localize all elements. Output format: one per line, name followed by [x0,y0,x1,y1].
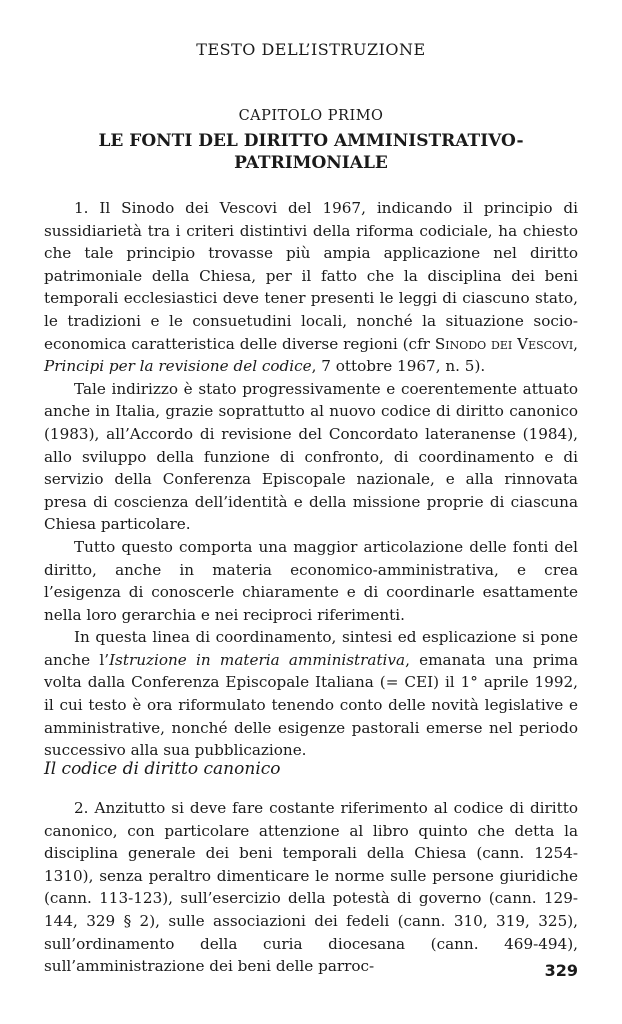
paragraph-4-text: In questa linea di coordinamento, sintesi ed esplicazione si pone anche l’ [44,628,578,669]
section-heading: Il codice di diritto canonico [44,759,281,779]
chapter-label: CAPITOLO PRIMO [238,108,384,124]
document-page [44,0,578,1024]
paragraph-1-end: , 7 ottobre 1967, n. 5). [311,357,486,376]
running-head: TESTO DELL’ISTRUZIONE [196,40,426,59]
body-text-section-2 [44,797,578,978]
paragraph-2: Tale indirizzo è stato progressivamente e coerentemente attuato anche in Italia, grazie soprattutto al nuovo codice di diritto canonico (1983), all’Accordo di revisione del Concordato lateranense (1984), allo sviluppo della funzione di confronto, di coordinamento e di servizio della Conferenza Episcopale nazionale, e alla rinnovata presa di coscienza dell’identità e della missione proprie di ciascuna Chiesa particolare. [44,379,578,534]
page-number: 329 [544,961,578,980]
paragraph-1-sep: , [573,334,578,353]
citation-source: Sinodo dei Vescovi [434,334,574,353]
chapter-title-line2: PATRIMONIALE [234,153,388,173]
chapter-title-line1: LE FONTI DEL DIRITTO AMMINISTRATIVO- [98,131,524,151]
body-text-section-1 [44,197,578,762]
citation-title: Principi per la revisione del codice [44,357,312,376]
paragraph-1 [44,197,578,378]
paragraph-1-text: 1. Il Sinodo dei Vescovi del 1967, indicando il principio di sussidiarietà tra i criteri distintivi della riforma codiciale, ha chiesto che tale principio trovasse più ampia applicazione nel diritto patrimoniale della Chiesa, per il fatto che la disciplina dei beni temporali ecclesiastici deve tener presenti le leggi di ciascuno stato, le tradizioni e le consuetudini locali, nonché la situazione socio-economica caratteristica delle diverse regioni (cfr [44,199,578,353]
chapter-title [44,130,578,174]
paragraph-4 [44,626,578,762]
paragraph-5: 2. Anzitutto si deve fare costante riferimento al codice di diritto canonico, con particolare attenzione al libro quinto che detta la disciplina generale dei beni temporali della Chiesa (cann. 1254-1310), senza peraltro dimenticare le norme sulle persone giuridiche (cann. 113-123), sull’esercizio della potestà di governo (cann. 129-144, 329 § 2), sulle associazioni dei fedeli (cann. 310, 319, 325), sull’ordinamento della curia diocesana (cann. 469-494), sull’amministrazione dei beni delle parroc- [44,799,578,976]
instruction-title: Istruzione in materia amministrativa [109,650,406,669]
paragraph-3: Tutto questo comporta una maggior articolazione delle fonti del diritto, anche in materia economico-amministrativa, e crea l’esigenza di conoscerle chiaramente e di coordinarle esattamente nella loro gerarchia e nei reciproci riferimenti. [44,537,578,624]
paragraph-4-end: , emanata una prima volta dalla Conferenza Episcopale Italiana (= CEI) il 1° aprile 1992, il cui testo è ora riformulato tenendo conto delle novità legislative e amministrative, nonché delle esigenze pastorali emerse nel periodo successivo alla sua pubblicazione. [44,650,579,760]
